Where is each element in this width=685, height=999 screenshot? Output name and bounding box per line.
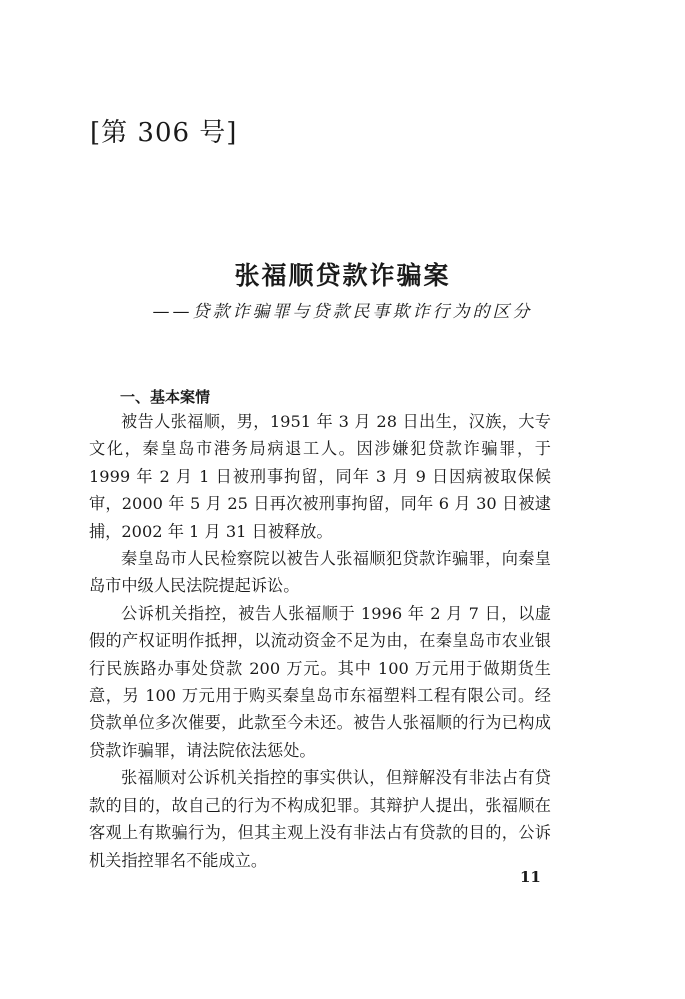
section-heading: 一、基本案情 <box>120 388 211 406</box>
case-number: [第 306 号] <box>90 118 238 148</box>
page-number: 11 <box>520 868 541 886</box>
paragraph: 张福顺对公诉机关指控的事实供认，但辩解没有非法占有贷款的目的，故自己的行为不构成犯罪。其辩护人提出，张福顺在客观上有欺骗行为，但其主观上没有非法占有贷款的目的，公诉机关指控罪名不能成立。 <box>89 768 551 870</box>
paragraph: 秦皇岛市人民检察院以被告人张福顺犯贷款诈骗罪，向秦皇岛市中级人民法院提起诉讼。 <box>89 549 551 596</box>
case-title: 张福顺贷款诈骗案 <box>234 261 451 290</box>
case-subtitle: ——贷款诈骗罪与贷款民事欺诈行为的区分 <box>152 302 533 322</box>
body-text <box>89 408 551 874</box>
paragraph: 被告人张福顺，男，1951 年 3 月 28 日出生，汉族，大专文化，秦皇岛市港务局病退工人。因涉嫌犯贷款诈骗罪，于 1999 年 2 月 1 日被刑事拘留，同年 3 月 9 日因病被取保候审，2000 年 5 月 25 日再次被刑事拘留，同年 6 月 30 日被逮捕，2002 年 1 月 31 日被释放。 <box>89 412 551 541</box>
paragraph: 公诉机关指控，被告人张福顺于 1996 年 2 月 7 日，以虚假的产权证明作抵押，以流动资金不足为由，在秦皇岛市农业银行民族路办事处贷款 200 万元。其中 100 万元用于做期货生意，另 100 万元用于购买秦皇岛市东福塑料工程有限公司。经贷款单位多次催要，此款至今未还。被告人张福顺的行为已构成贷款诈骗罪，请法院依法惩处。 <box>89 603 551 760</box>
